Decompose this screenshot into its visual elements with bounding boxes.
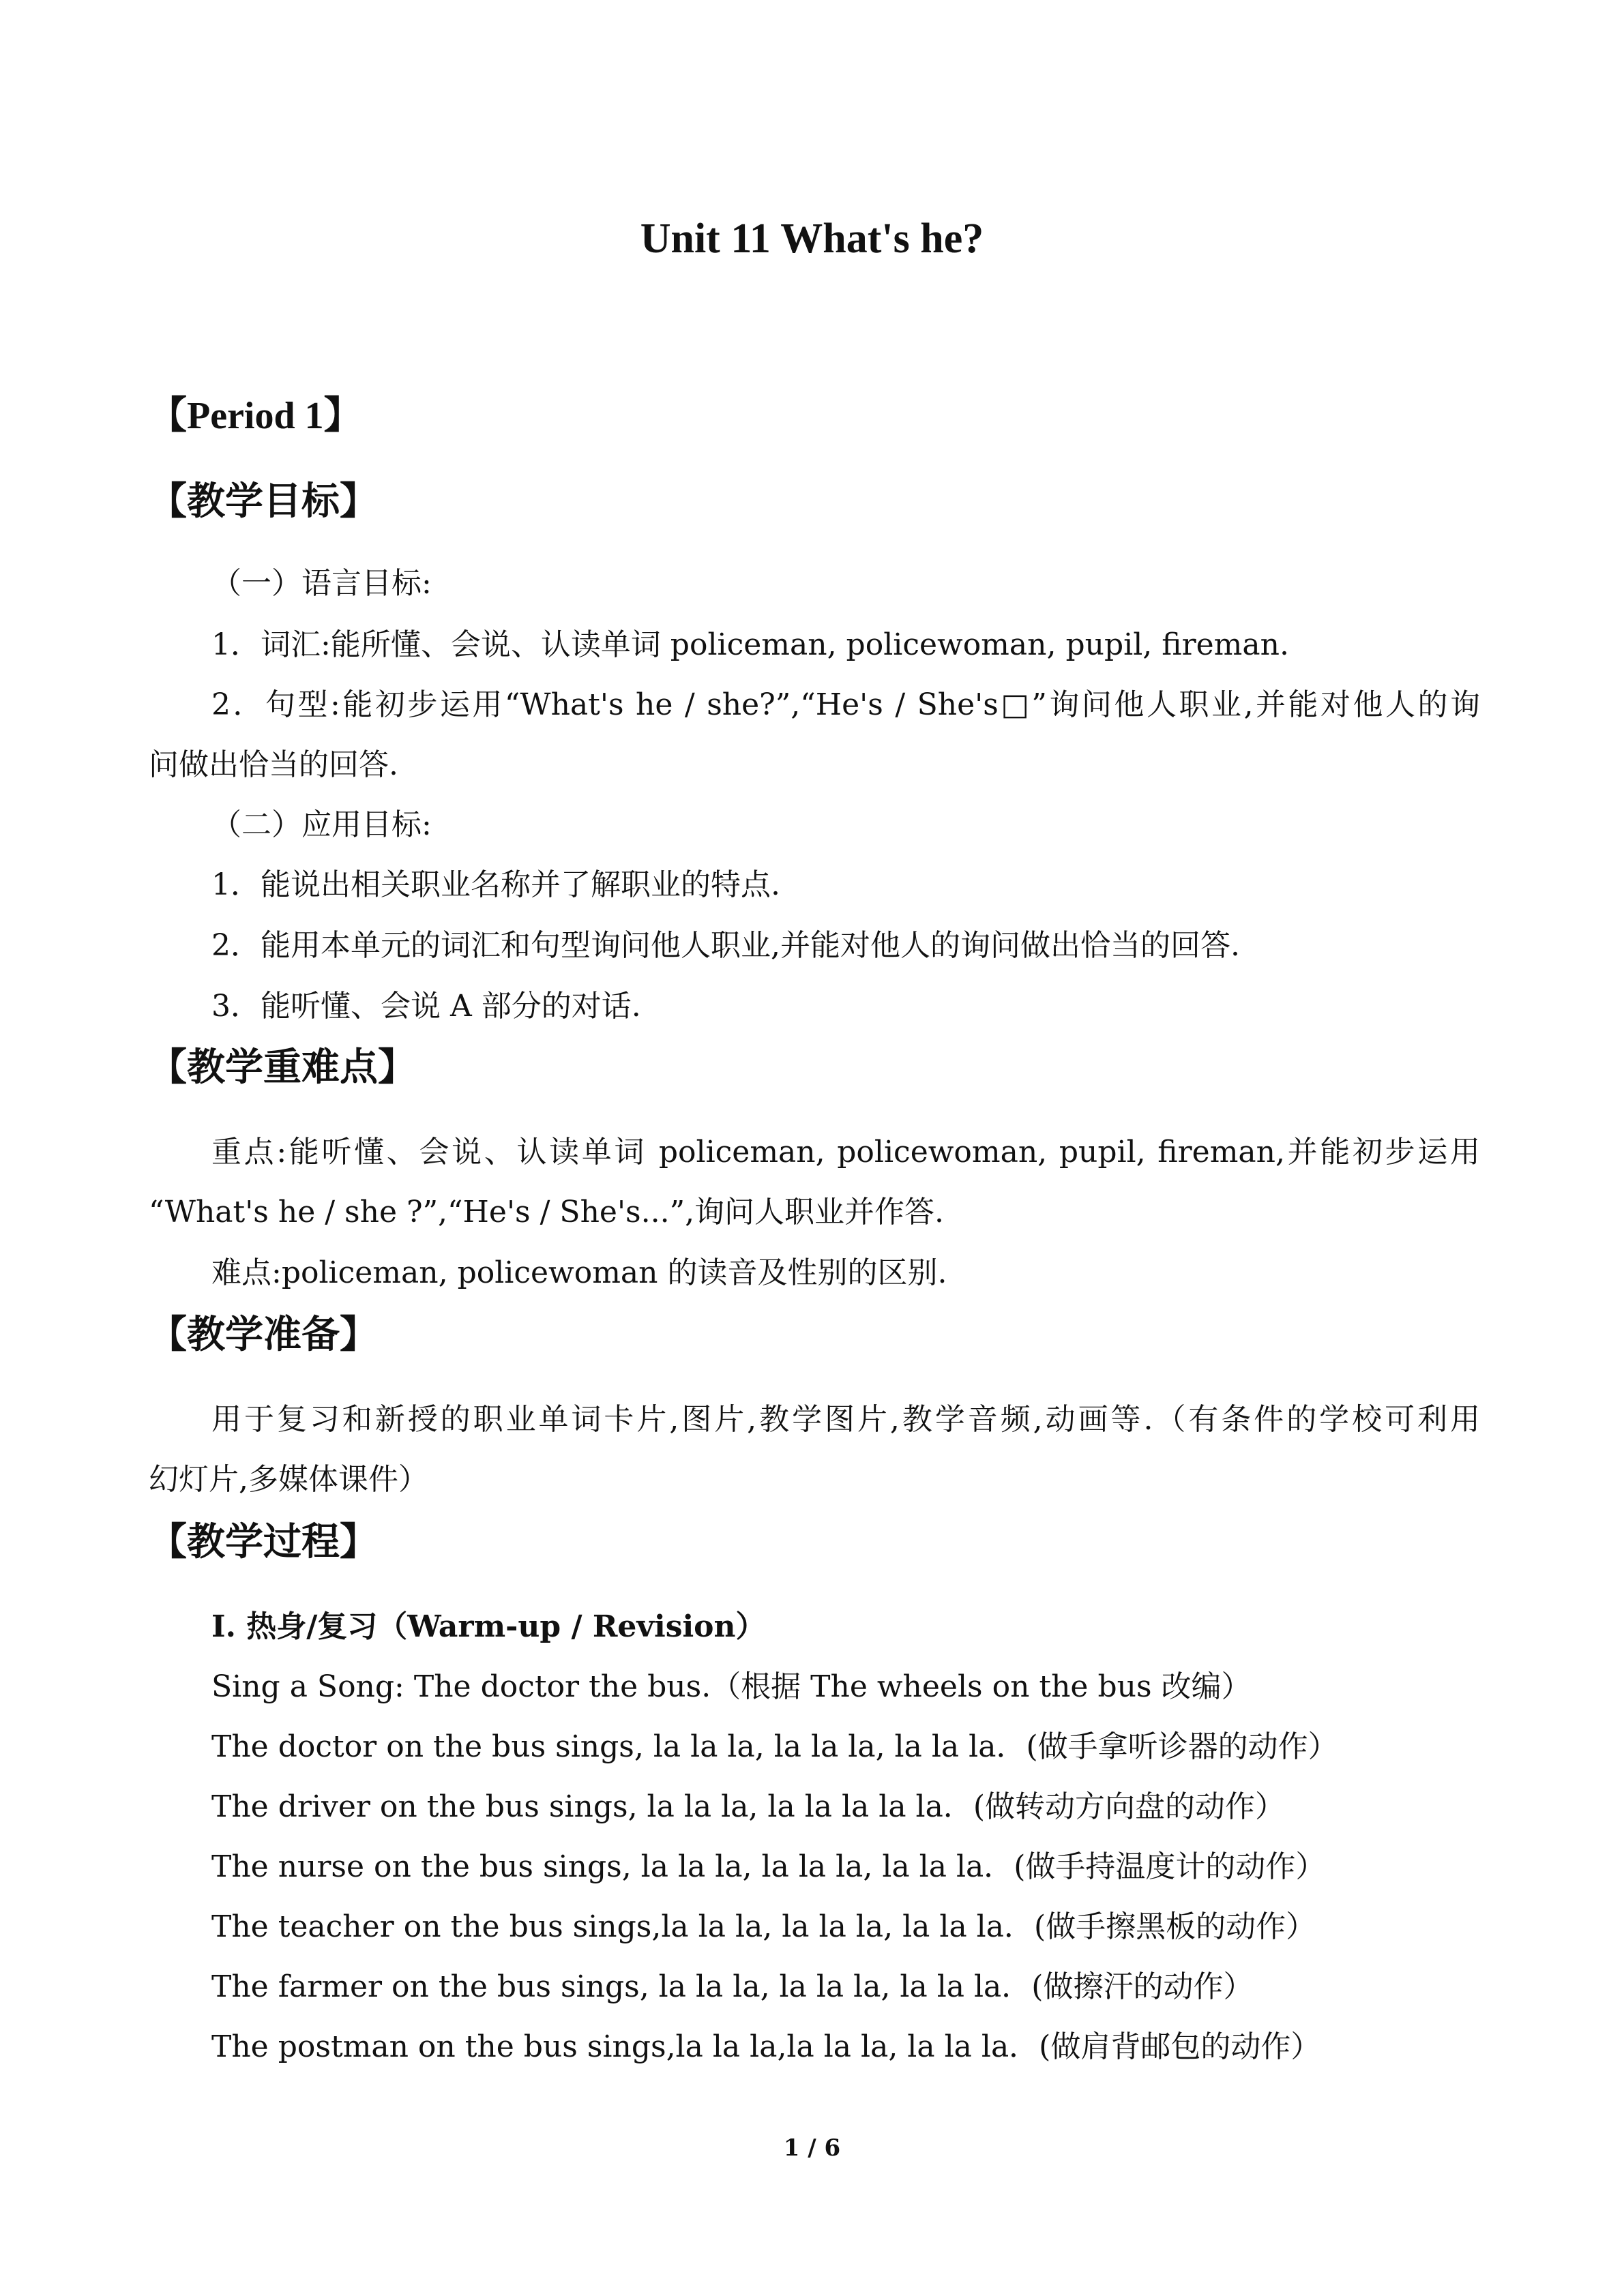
language-goal-item-2-cont: 问做出恰当的回答. (149, 747, 398, 782)
objectives-heading: 【教学目标】 (149, 479, 378, 524)
preparation-text-cont: 幻灯片,多媒体课件） (149, 1462, 428, 1497)
application-goal-item-2: 2．能用本单元的词汇和句型询问他人职业,并能对他人的询问做出恰当的回答. (211, 928, 1240, 963)
language-goal-label: （一）语言目标: (211, 566, 432, 601)
language-goal-item-2: 2．句型:能初步运用“What's he / she?”,“He's / She's□”询问他人职业,并能对他人的询 (211, 687, 1480, 722)
key-point-text-cont: “What's he / she ?”,“He's / She's...”,询问人职业并作答. (149, 1195, 945, 1229)
application-goal-item-1: 1．能说出相关职业名称并了解职业的特点. (211, 867, 780, 902)
document-title: Unit 11 What's he? (640, 215, 984, 262)
song-line: The nurse on the bus sings, la la la, la la la, la la la．(做手持温度计的动作） (211, 1849, 1326, 1884)
song-line: The postman on the bus sings,la la la,la la la, la la la．(做肩背邮包的动作） (211, 2029, 1321, 2064)
song-line: Sing a Song: The doctor the bus.（根据 The wheels on the bus 改编） (211, 1669, 1252, 1704)
key-point-text: 重点:能听懂、会说、认读单词 policeman, policewoman, pupil, fireman,并能初步运用 (211, 1135, 1480, 1169)
song-line: The doctor on the bus sings, la la la, la la la, la la la．(做手拿听诊器的动作） (211, 1729, 1338, 1764)
application-goal-label: （二）应用目标: (211, 807, 432, 842)
key-points-heading: 【教学重难点】 (149, 1045, 416, 1090)
application-goal-item-3: 3．能听懂、会说 A 部分的对话. (211, 989, 641, 1024)
preparation-text: 用于复习和新授的职业单词卡片,图片,教学图片,教学音频,动画等.（有条件的学校可利用 (211, 1402, 1480, 1437)
language-goal-item-1: 1．词汇:能所懂、会说、认读单词 policeman, policewoman, pupil, fireman. (211, 627, 1289, 662)
period-heading: 【Period 1】 (149, 395, 362, 437)
preparation-heading: 【教学准备】 (149, 1313, 378, 1357)
warmup-step-title: I. 热身/复习（Warm-up / Revision） (211, 1609, 766, 1644)
song-line: The driver on the bus sings, la la la, la la la la la．(做转动方向盘的动作） (211, 1789, 1286, 1824)
page-number: 1 / 6 (783, 2134, 841, 2162)
song-line: The farmer on the bus sings, la la la, la la la, la la la．(做擦汗的动作） (211, 1969, 1254, 2004)
difficult-point-text: 难点:policeman, policewoman 的读音及性别的区别. (211, 1255, 947, 1290)
song-line: The teacher on the bus sings,la la la, la la la, la la la．(做手擦黑板的动作） (211, 1909, 1316, 1944)
process-heading: 【教学过程】 (149, 1520, 378, 1564)
